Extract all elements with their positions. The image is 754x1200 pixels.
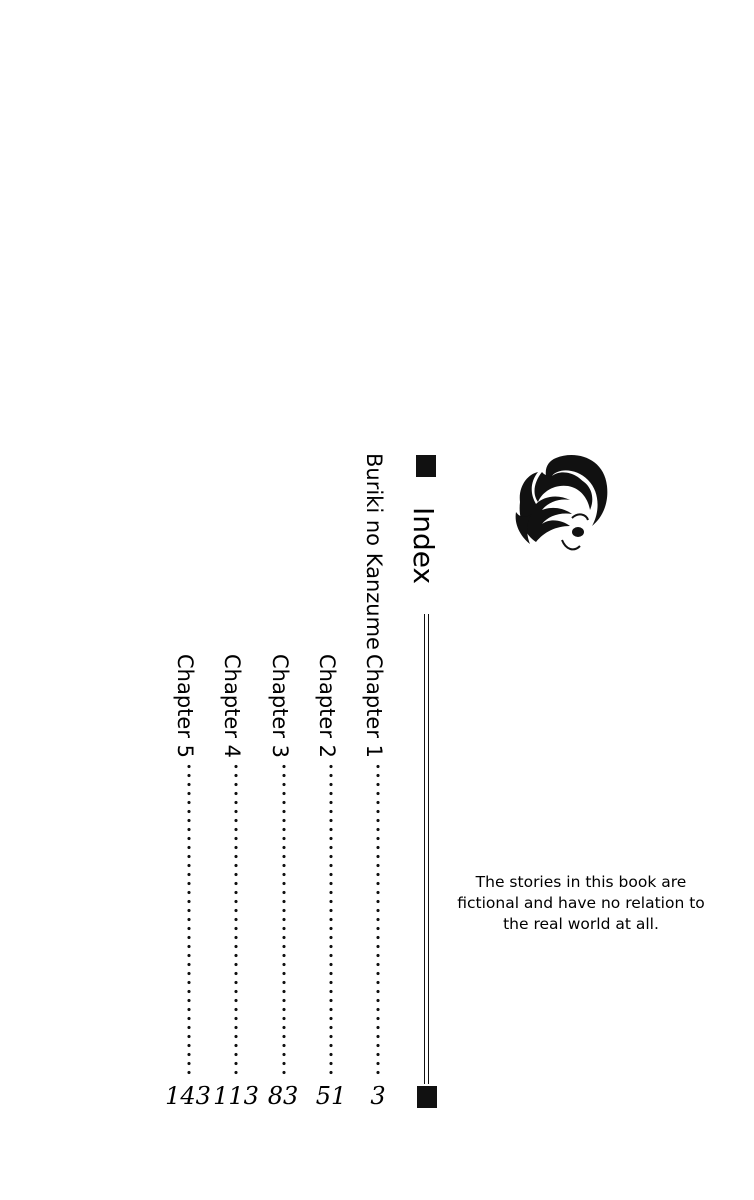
index-rule bbox=[428, 614, 429, 1084]
chapter-2-page: 51 bbox=[315, 1082, 347, 1110]
index-top-marker bbox=[416, 455, 436, 477]
disclaimer-text: The stories in this book are fictional and have no relation to the real world at all. bbox=[457, 873, 705, 933]
chapter-5-label: Chapter 5 bbox=[173, 654, 197, 758]
chapter-4-label: Chapter 4 bbox=[220, 654, 244, 758]
chapter-1-leader bbox=[376, 762, 380, 1080]
chapter-1-page: 3 bbox=[370, 1082, 386, 1110]
chapter-5-leader bbox=[187, 762, 191, 1080]
chapter-3-leader bbox=[282, 762, 286, 1080]
index-bottom-marker bbox=[417, 1086, 437, 1108]
index-rule bbox=[424, 614, 425, 1084]
chapter-1-label: Chapter 1 bbox=[362, 654, 386, 758]
chapter-4-page: 113 bbox=[213, 1082, 259, 1110]
chapter-3-label: Chapter 3 bbox=[268, 654, 292, 758]
chapter-2-leader bbox=[329, 762, 333, 1080]
swirl-face-logo-icon bbox=[512, 452, 610, 556]
series-title: Buriki no Kanzume bbox=[362, 453, 386, 650]
chapter-3-page: 83 bbox=[267, 1082, 299, 1110]
chapter-2-label: Chapter 2 bbox=[315, 654, 339, 758]
chapter-4-leader bbox=[234, 762, 238, 1080]
index-title: Index bbox=[407, 507, 440, 585]
chapter-5-page: 143 bbox=[165, 1082, 211, 1110]
